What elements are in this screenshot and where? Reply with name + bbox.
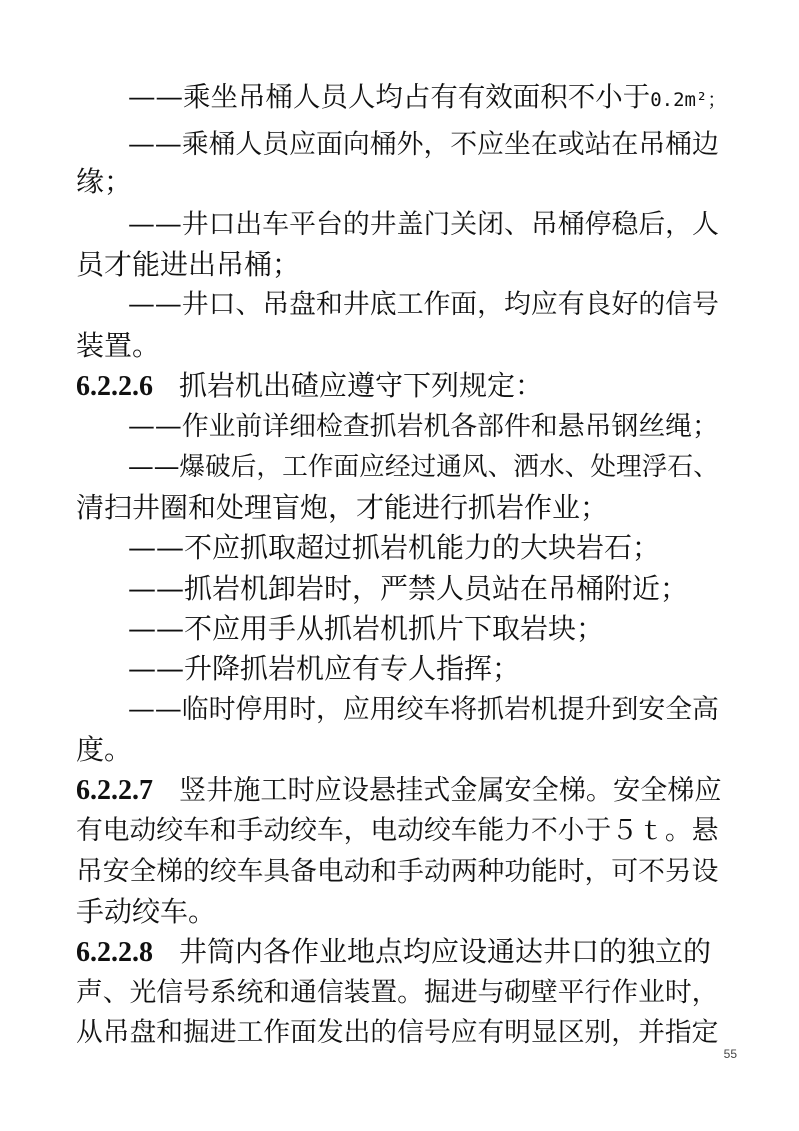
text-line [128, 648, 722, 690]
text-run-small: 0.2m²； [650, 89, 727, 111]
text-run: 抓岩机出碴应遵守下列规定： [179, 369, 544, 402]
text-line [76, 851, 722, 893]
section-number: 6.2.2.8 [76, 937, 153, 968]
text-run: ——不应抓取超过抓岩机能力的大块岩石； [128, 531, 661, 564]
text-line [76, 972, 722, 1014]
text-run: ——抓岩机卸岩时，严禁人员站在吊桶附近； [128, 572, 689, 605]
text-line [76, 1012, 722, 1054]
text-line [128, 568, 722, 610]
text-run: ——井口、吊盘和井底工作面，均应有良好的信号 [128, 289, 719, 320]
text-run: ——作业前详细检查抓岩机各部件和悬吊钢丝绳； [128, 411, 719, 442]
text-line [76, 810, 722, 852]
section-heading-line [76, 365, 722, 407]
text-line [128, 76, 728, 118]
text-run: 井筒内各作业地点均应设通达井口的独立的 [179, 935, 712, 968]
text-run: ——乘坐吊桶人员人均占有有效面积不小于 [128, 81, 651, 113]
text-run: 有电动绞车和手动绞车，电动绞车能力不小于５ｔ。悬 [76, 815, 719, 846]
text-line [128, 284, 722, 326]
text-run: 声、光信号系统和通信装置。掘进与砌壁平行作业时， [76, 977, 719, 1008]
text-line [76, 244, 722, 286]
text-run: 缘； [76, 165, 133, 198]
text-line [128, 406, 722, 448]
text-run: 员才能进出吊桶； [76, 248, 301, 281]
page-number: 55 [723, 1047, 737, 1061]
text-run: ——乘桶人员应面向桶外，不应坐在或站在吊桶边 [128, 129, 719, 160]
text-line [76, 325, 722, 367]
text-run: ——井口出车平台的井盖门关闭、吊桶停稳后，人 [128, 209, 719, 240]
text-run: ——不应用手从抓岩机抓片下取岩块； [128, 612, 605, 645]
section-number: 6.2.2.6 [76, 371, 153, 402]
section-heading-line [76, 931, 722, 973]
text-run: 吊安全梯的绞车具备电动和手动两种功能时，可不另设 [76, 856, 719, 887]
text-run: 竖井施工时应设悬挂式金属安全梯。安全梯应 [179, 775, 722, 806]
text-run: 手动绞车。 [76, 895, 217, 928]
text-run: 度。 [76, 733, 133, 766]
text-line [76, 729, 722, 771]
text-run: ——爆破后，工作面应经过通风、洒水、处理浮石、 [128, 452, 719, 482]
text-line [128, 527, 722, 569]
text-line [128, 608, 722, 650]
section-heading-line [76, 770, 722, 812]
text-line [128, 689, 722, 731]
text-run: ——升降抓岩机应有专人指挥； [128, 652, 521, 685]
text-run: ——临时停用时，应用绞车将抓岩机提升到安全高 [128, 694, 719, 725]
section-number: 6.2.2.7 [76, 775, 153, 806]
text-line [76, 161, 722, 203]
text-run: 从吊盘和掘进工作面发出的信号应有明显区别，并指定 [76, 1017, 719, 1048]
text-run: 装置。 [76, 329, 161, 362]
text-line [128, 204, 722, 246]
text-line [76, 891, 722, 933]
text-line [128, 446, 722, 488]
text-run: 清扫井圈和处理盲炮，才能进行抓岩作业； [76, 491, 609, 524]
text-line [128, 124, 722, 166]
text-line [76, 487, 722, 529]
